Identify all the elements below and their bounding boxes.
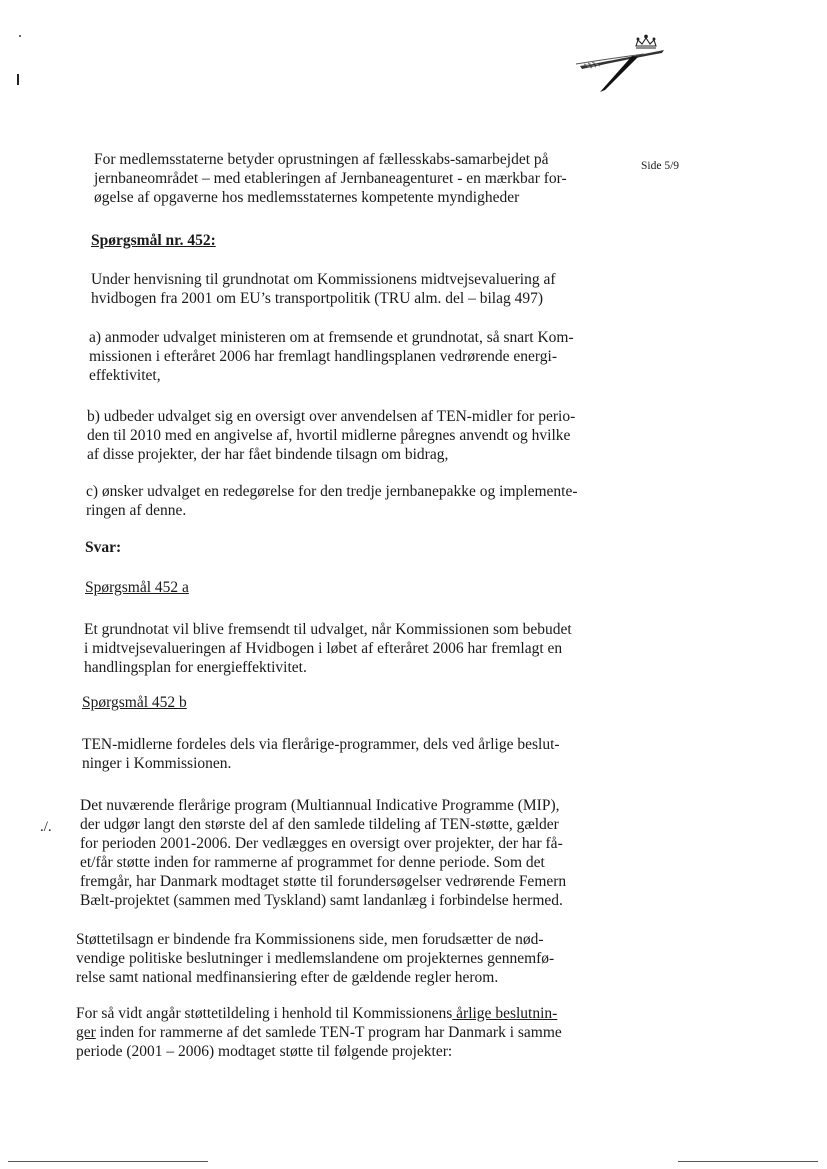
text-line: af disse projekter, der har fået bindende tilsagn om bidrag,	[87, 446, 449, 463]
text-line: Bælt-projektet (sammen med Tyskland) samt landanlæg i forbindelse hermed.	[80, 892, 563, 909]
question-item-b	[87, 407, 575, 464]
underlined-text: ger	[76, 1024, 96, 1041]
scan-artifact-dot	[19, 35, 21, 37]
answer-b-paragraph-4	[76, 1004, 562, 1061]
text-line: jernbaneområdet – med etableringen af Jernbaneagenturet - en mærkbar for-	[94, 170, 567, 187]
text-line: for perioden 2001-2006. Der vedlægges en oversigt over projekter, der har få-	[80, 835, 563, 852]
text-line: Støttetilsagn er bindende fra Kommissionens side, men forudsætter de nød-	[76, 931, 544, 948]
question-intro	[91, 270, 556, 308]
text-line	[76, 1004, 562, 1023]
answer-b-paragraph-1	[82, 735, 560, 773]
text-line: den til 2010 med en angivelse af, hvortil midlerne påregnes anvendt og hvilke	[87, 427, 571, 444]
text-line: b) udbeder udvalget sig en oversigt over anvendelsen af TEN-midler for perio-	[87, 408, 576, 425]
text-line: Det nuværende flerårige program (Multiannual Indicative Programme (MIP),	[80, 797, 560, 814]
text-line: der udgør langt den største del af den samlede tildeling af TEN-støtte, gælder	[80, 816, 559, 833]
text-line	[76, 1023, 562, 1042]
text-line: ringen af denne.	[86, 502, 187, 519]
text-line: For medlemsstaterne betyder oprustningen af fællesskabs-samarbejdet på	[94, 151, 549, 168]
text-line: et/får støtte inden for rammerne af programmet for denne periode. Som det	[80, 854, 545, 871]
text-line: vendige politiske beslutninger i medlemslandene om projekternes gennemfø-	[76, 950, 555, 967]
text-segment: inden for rammerne af det samlede TEN-T program har Danmark i samme	[95, 1024, 562, 1041]
scan-artifact-mark	[17, 74, 19, 85]
text-line: øgelse af opgaverne hos medlemsstaternes kompetente myndigheder	[94, 189, 520, 206]
scan-edge-line	[678, 1161, 818, 1162]
text-line: fremgår, har Danmark modtaget støtte til forundersøgelser vedrørende Femern	[80, 873, 567, 890]
text-line: c) ønsker udvalget en redegørelse for den tredje jernbanepakke og implemente-	[86, 483, 578, 500]
subsection-heading-a: Spørgsmål 452 a	[85, 579, 189, 596]
underlined-text: årlige beslutnin-	[452, 1005, 558, 1022]
text-line: a) anmoder udvalget ministeren om at fremsende et grundnotat, så snart Kom-	[89, 329, 574, 346]
text-segment: For så vidt angår støttetildeling i henhold til Kommissionens	[76, 1005, 453, 1022]
answer-b-paragraph-2	[80, 796, 566, 910]
text-line: missionen i efteråret 2006 har fremlagt handlingsplanen vedrørende energi-	[89, 348, 557, 365]
subsection-heading-b: Spørgsmål 452 b	[82, 694, 187, 711]
text-line: TEN-midlerne fordeles dels via flerårige-programmer, dels ved årlige beslut-	[82, 736, 560, 753]
text-line: i midtvejsevalueringen af Hvidbogen i løbet af efteråret 2006 har fremlagt en	[84, 640, 563, 657]
answer-a-paragraph	[84, 620, 572, 677]
answer-b-paragraph-3	[76, 930, 554, 987]
text-line: Under henvisning til grundnotat om Kommissionens midtvejsevaluering af	[91, 271, 556, 288]
intro-paragraph	[94, 150, 567, 207]
text-line: hvidbogen fra 2001 om EU’s transportpolitik (TRU alm. del – bilag 497)	[91, 290, 544, 307]
page-indicator: Side 5/9	[641, 160, 680, 172]
text-line: relse samt national medfinansiering efter de gældende regler herom.	[76, 969, 499, 986]
text-line: Et grundnotat vil blive fremsendt til udvalget, når Kommissionen som bebudet	[84, 621, 572, 638]
text-line: handlingsplan for energieffektivitet.	[84, 659, 307, 676]
text-line: ninger i Kommissionen.	[82, 755, 232, 772]
enclosure-mark: ./.	[40, 819, 52, 835]
question-heading: Spørgsmål nr. 452:	[91, 232, 216, 249]
scan-edge-line	[8, 1161, 208, 1162]
question-item-a	[89, 328, 574, 385]
text-line: periode (2001 – 2006) modtaget støtte til følgende projekter:	[76, 1043, 453, 1060]
crown-and-rail-logo-icon	[574, 34, 666, 96]
text-line: effektivitet,	[89, 367, 161, 384]
answer-label: Svar:	[85, 539, 122, 556]
question-item-c	[86, 482, 577, 520]
